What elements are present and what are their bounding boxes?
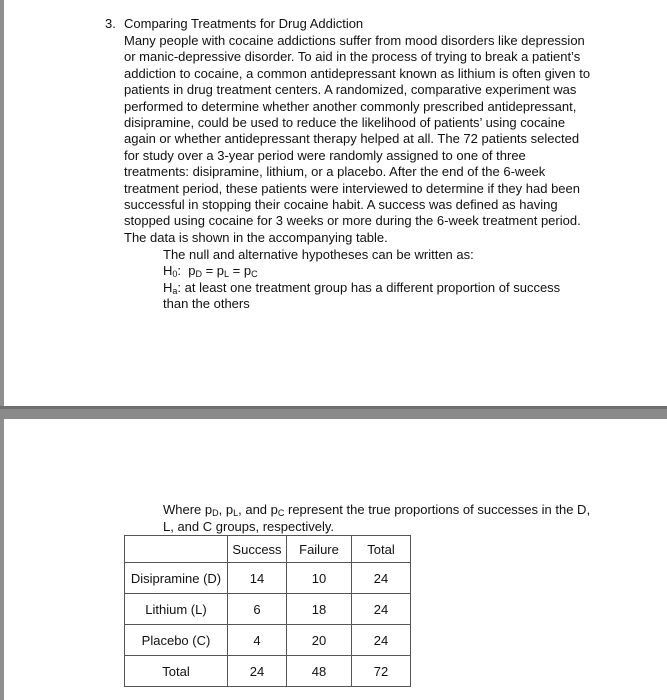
h0-sub-d: D bbox=[195, 269, 202, 280]
header-success: Success bbox=[228, 536, 287, 563]
where-t2: , p bbox=[218, 502, 234, 517]
h0-p-d: p bbox=[188, 263, 196, 279]
hypotheses-block bbox=[163, 247, 623, 313]
row-label: Total bbox=[125, 656, 228, 687]
h0-eq-2: = p bbox=[229, 263, 252, 279]
ha-label: H bbox=[163, 279, 173, 295]
header-failure: Failure bbox=[287, 536, 352, 563]
row-label: Disipramine (D) bbox=[125, 563, 228, 594]
where-sub-c: C bbox=[277, 508, 285, 518]
h0-sub-c: C bbox=[251, 269, 258, 280]
cell-failure: 18 bbox=[287, 594, 352, 625]
table-row bbox=[125, 625, 411, 656]
page-divider bbox=[0, 406, 667, 419]
ha-text: : at least one treatment group has a different proportion of success bbox=[177, 279, 561, 295]
paragraph-line: treatments: disipramine, lithium, or a placebo. After the end of the 6-week bbox=[124, 164, 546, 180]
cell-total: 24 bbox=[352, 594, 411, 625]
h0-subscript: 0 bbox=[172, 269, 178, 280]
where-t3: , and p bbox=[238, 502, 278, 517]
cell-failure: 48 bbox=[287, 656, 352, 687]
paragraph-line: successful in stopping their cocaine habit. A success was defined as having bbox=[124, 197, 558, 213]
paragraph-line: Many people with cocaine addictions suffer from mood disorders like depression bbox=[124, 33, 585, 48]
cell-failure: 20 bbox=[287, 625, 352, 656]
alternative-hypothesis-cont: than the others bbox=[163, 296, 250, 312]
where-line-2: L, and C groups, respectively. bbox=[163, 519, 335, 534]
cell-total: 24 bbox=[352, 625, 411, 656]
paragraph-line: disipramine, could be used to reduce the likelihood of patients’ using cocaine bbox=[124, 115, 566, 131]
h0-eq-1: = p bbox=[201, 263, 225, 279]
cell-success: 14 bbox=[228, 563, 287, 594]
cell-success: 6 bbox=[228, 594, 287, 625]
row-label: Placebo (C) bbox=[125, 625, 228, 656]
where-sub-l: L bbox=[233, 508, 239, 518]
question-title: Comparing Treatments for Drug Addiction bbox=[124, 16, 364, 31]
cell-total: 24 bbox=[352, 563, 411, 594]
row-label: Lithium (L) bbox=[125, 594, 228, 625]
alternative-hypothesis bbox=[163, 280, 623, 296]
h0-sub-l: L bbox=[224, 269, 230, 280]
null-hypothesis: $H_0$: $p_D = p_L = p_C$ bbox=[163, 263, 258, 280]
paragraph-line: again or whether antidepressant therapy helped at all. The 72 patients selected bbox=[124, 131, 580, 147]
h0-label: H bbox=[163, 263, 173, 279]
where-t1: Where p bbox=[163, 502, 213, 517]
cell-total: 72 bbox=[352, 656, 411, 687]
header-total: Total bbox=[352, 536, 411, 563]
table-row bbox=[125, 563, 411, 594]
where-t4: represent the true proportions of successes in the D, bbox=[284, 502, 591, 517]
paragraph-line: addiction to cocaine, a common antidepressant known as lithium is often given to bbox=[124, 65, 591, 81]
ha-subscript: a bbox=[172, 285, 178, 296]
table-corner bbox=[125, 536, 228, 563]
cell-failure: 10 bbox=[287, 563, 352, 594]
where-line-1 bbox=[163, 501, 633, 518]
where-sub-d: D bbox=[212, 508, 219, 518]
paragraph-line: or manic-depressive disorder. To aid in the process of trying to break a patient’s bbox=[124, 49, 581, 65]
paragraph-line: The data is shown in the accompanying table. bbox=[124, 229, 388, 245]
contingency-table bbox=[124, 535, 411, 687]
question-paragraph bbox=[124, 33, 614, 246]
paragraph-line: for study over a 3-year period were randomly assigned to one of three bbox=[124, 147, 526, 163]
paragraph-line: stopped using cocaine for 3 weeks or more during the 6-week treatment period. bbox=[124, 213, 581, 229]
paragraph-line: performed to determine whether another commonly prescribed antidepressant, bbox=[124, 98, 577, 114]
where-statement bbox=[163, 501, 633, 535]
cell-success: 24 bbox=[228, 656, 287, 687]
paragraph-line: treatment period, these patients were interviewed to determine if they had been bbox=[124, 180, 580, 196]
cell-success: 4 bbox=[228, 625, 287, 656]
table-row bbox=[125, 656, 411, 687]
paragraph-line: patients in drug treatment centers. A randomized, comparative experiment was bbox=[124, 82, 577, 98]
question-number: 3. bbox=[105, 16, 116, 31]
table-row bbox=[125, 594, 411, 625]
document-page-2 bbox=[0, 419, 667, 700]
hypotheses-intro: The null and alternative hypotheses can be written as: bbox=[163, 247, 474, 262]
table-header-row bbox=[125, 536, 411, 563]
